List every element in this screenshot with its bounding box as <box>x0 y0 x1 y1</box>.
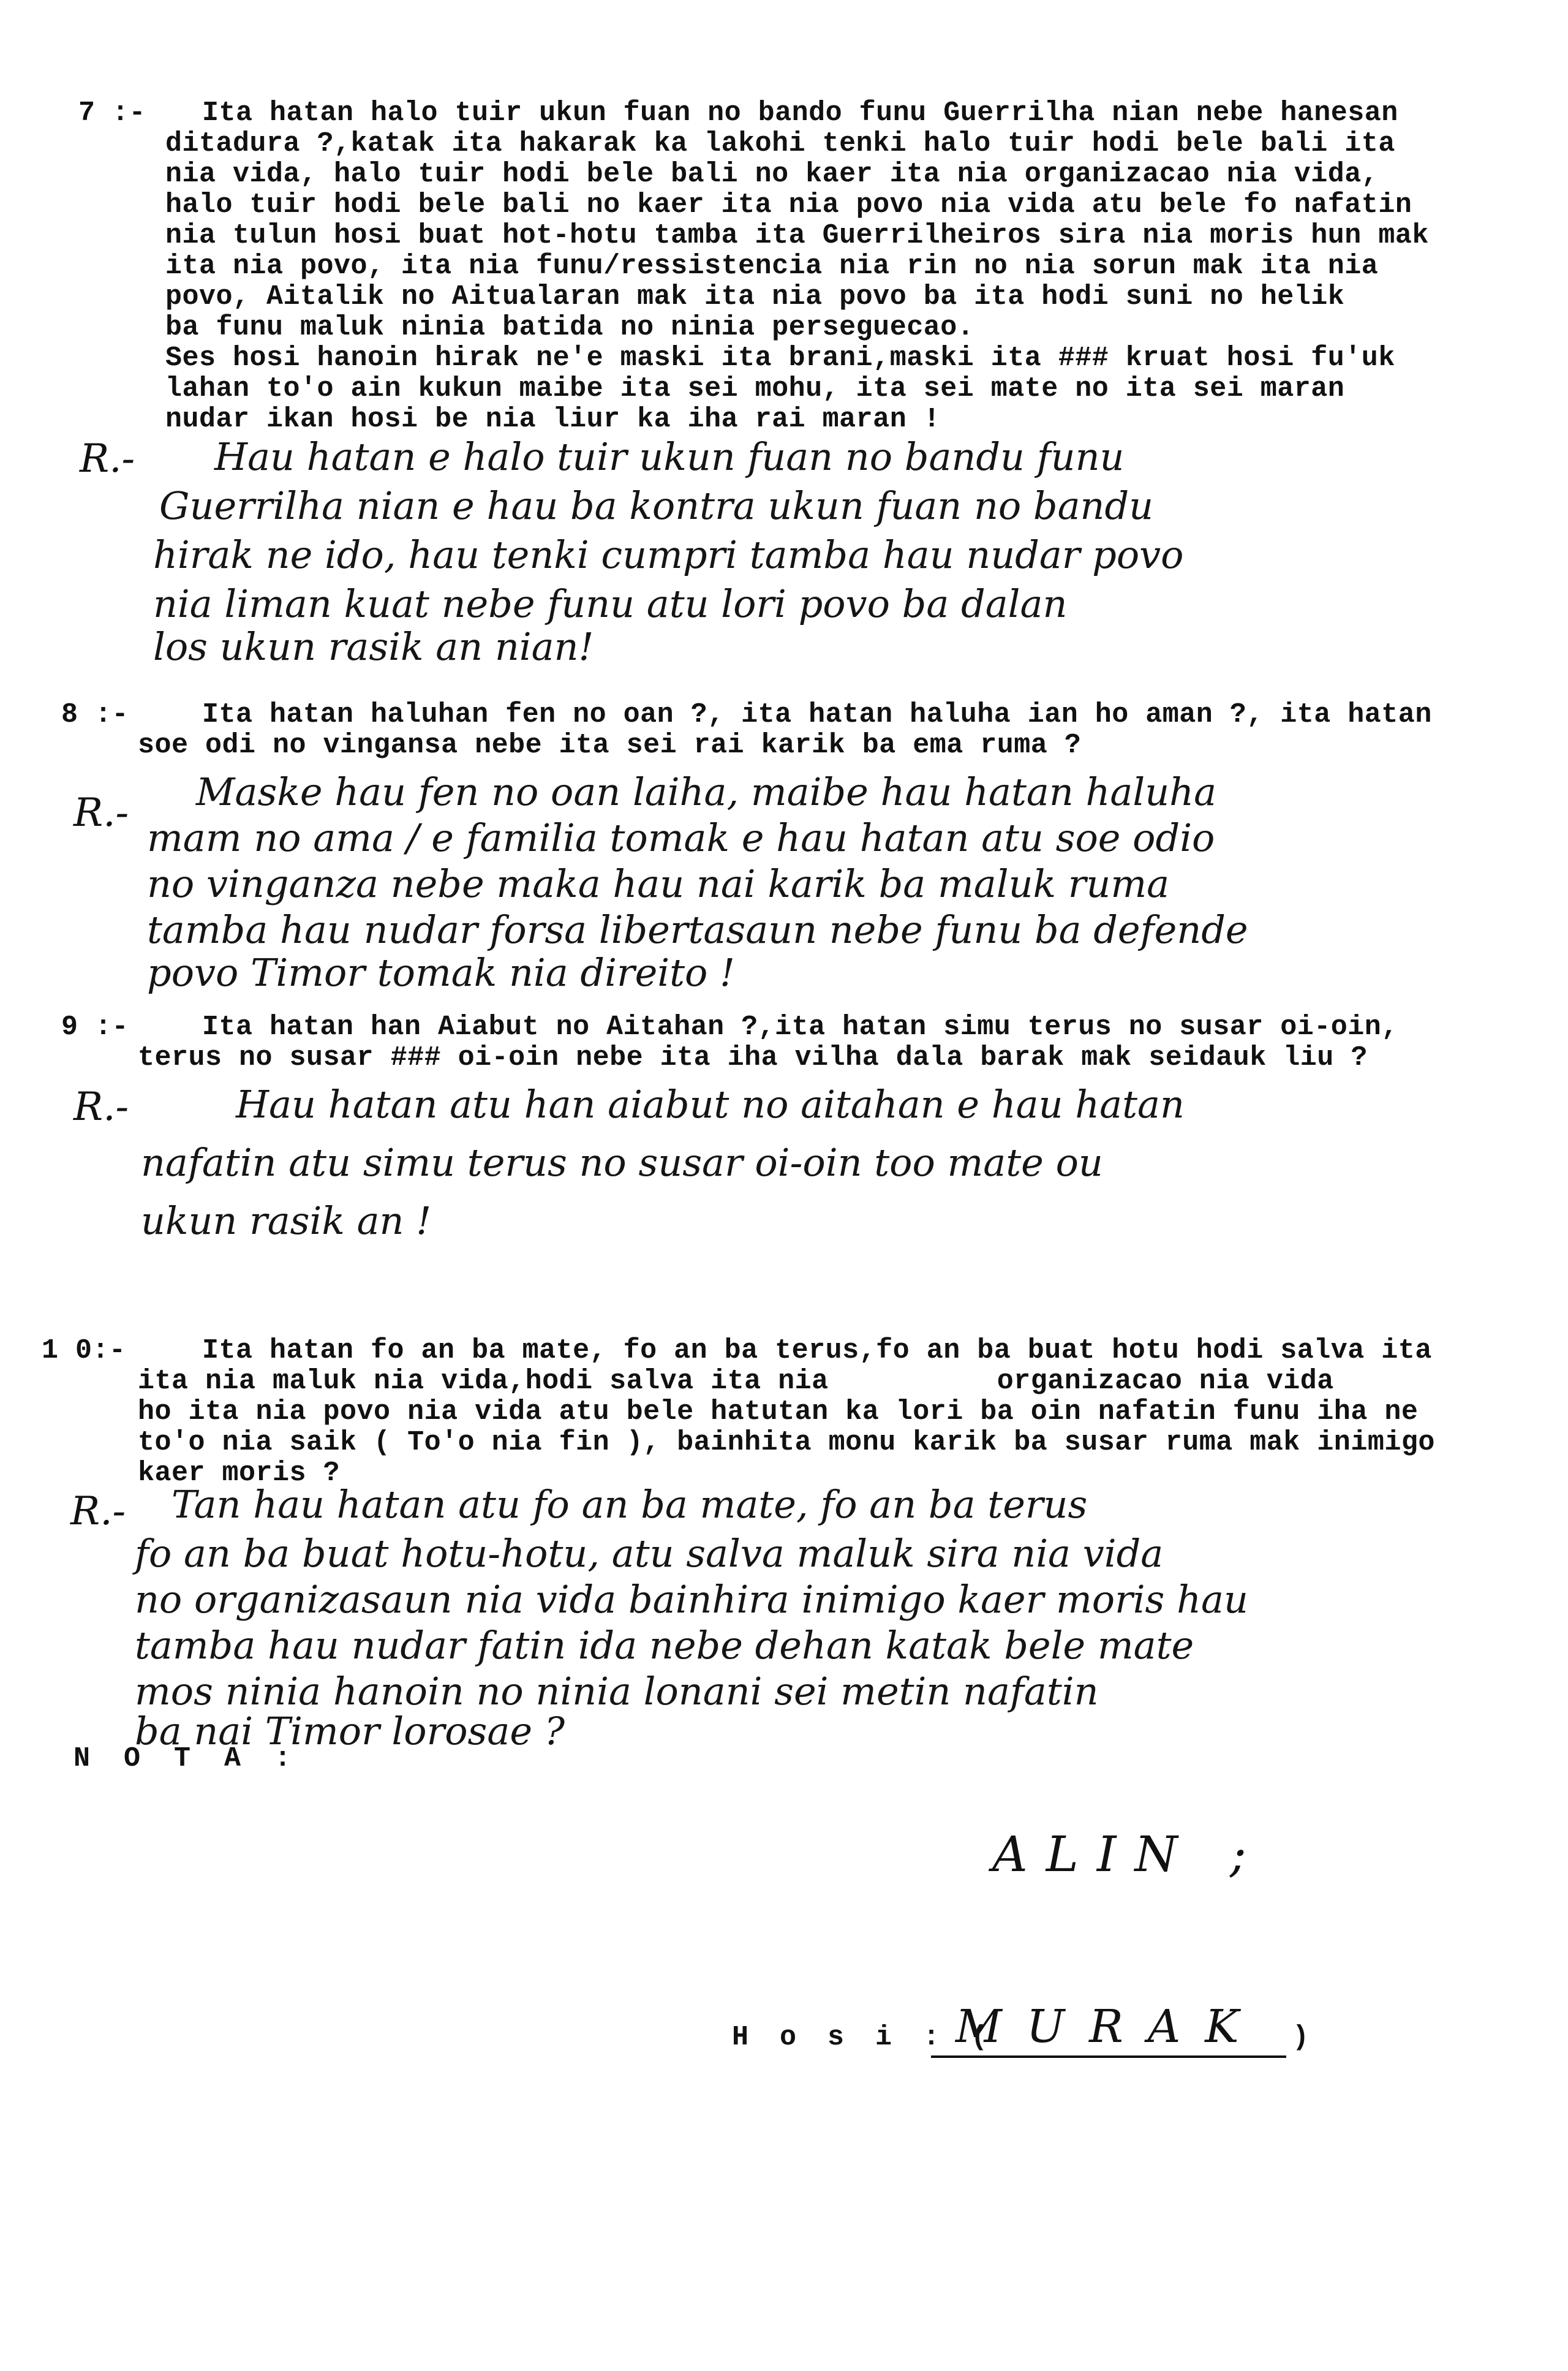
handwritten-line: Hau hatan e halo tuir ukun fuan no bandu funu <box>214 434 1125 479</box>
handwritten-line: mam no ama / e familia tomak e hau hatan atu soe odio <box>147 815 1215 860</box>
handwritten-line: tamba hau nudar fatin ida nebe dehan katak bele mate <box>135 1623 1194 1668</box>
typed-line: Ita hatan fo an ba mate, fo an ba terus,fo an ba buat hotu hodi salva ita <box>202 1335 1432 1366</box>
signature-underline <box>931 2055 1286 2058</box>
typed-line: ita nia maluk nia vida,hodi salva ita nia organizacao nia vida <box>138 1366 1334 1397</box>
typed-line: Ita hatan han Aiabut no Aitahan ?,ita hatan simu terus no susar oi-oin, <box>202 1012 1398 1043</box>
answer-mark: R.- <box>74 790 129 836</box>
typed-line: halo tuir hodi bele bali no kaer ita nia povo nia vida atu bele fo nafatin <box>165 189 1412 221</box>
typed-line: soe odi no vingansa nebe ita sei rai karik ba ema ruma ? <box>138 730 1082 761</box>
typed-line: kaer moris ? <box>138 1458 341 1489</box>
handwritten-line: no organizasaun nia vida bainhira inimigo kaer moris hau <box>135 1577 1248 1622</box>
handwritten-line: povo Timor tomak nia direito ! <box>147 950 735 995</box>
handwritten-line: ba nai Timor lorosae ? <box>135 1709 565 1753</box>
answer-mark: R.- <box>74 1084 129 1130</box>
handwritten-line: Guerrilha nian e hau ba kontra ukun fuan no bandu <box>159 483 1154 528</box>
typed-line: nia tulun hosi buat hot-hotu tamba ita Guerrilheiros sira nia moris hun mak <box>165 220 1429 251</box>
typed-line: Ses hosi hanoin hirak ne'e maski ita brani,maski ita ### kruat hosi fu'uk <box>165 342 1395 374</box>
handwritten-line: nafatin atu simu terus no susar oi-oin too mate ou <box>141 1140 1103 1185</box>
handwritten-line: mos ninia hanoin no ninia lonani sei metin nafatin <box>135 1669 1099 1714</box>
typed-line: ita nia povo, ita nia funu/ressistencia nia rin no nia sorun mak ita nia <box>165 251 1379 282</box>
hosi-signature-name: MURAK <box>956 2000 1264 2053</box>
handwritten-line: hirak ne ido, hau tenki cumpri tamba hau nudar povo <box>153 532 1184 577</box>
typed-line: ditadura ?,katak ita hakarak ka lakohi tenki halo tuir hodi bele bali ita <box>165 128 1395 159</box>
typed-line: nudar ikan hosi be nia liur ka iha rai maran ! <box>165 404 941 435</box>
typed-line: Ita hatan haluhan fen no oan ?, ita hatan haluha ian ho aman ?, ita hatan <box>202 699 1432 730</box>
typed-line: povo, Aitalik no Aitualaran mak ita nia povo ba ita hodi suni no helik <box>165 281 1345 312</box>
typed-line: Ita hatan halo tuir ukun fuan no bando funu Guerrilha nian nebe hanesan <box>202 97 1398 129</box>
handwritten-line: fo an ba buat hotu-hotu, atu salva maluk sira nia vida <box>135 1531 1164 1576</box>
handwritten-line: nia liman kuat nebe funu atu lori povo ba dalan <box>153 581 1068 626</box>
handwritten-line: Tan hau hatan atu fo an ba mate, fo an ba terus <box>172 1482 1088 1527</box>
handwritten-line: tamba hau nudar forsa libertasaun nebe funu ba defende <box>147 907 1248 952</box>
handwritten-answer-9 <box>0 1082 1568 1276</box>
hosi-close: ) <box>1292 2022 1317 2053</box>
typed-line: ba funu maluk ninia batida no ninia perseguecao. <box>165 312 974 343</box>
typed-line: terus no susar ### oi-oin nebe ita iha vilha dala barak mak seidauk liu ? <box>138 1042 1368 1073</box>
question-number: 7 :- <box>78 97 146 129</box>
typed-line: lahan to'o ain kukun maibe ita sei mohu, ita sei mate no ita sei maran <box>165 373 1345 404</box>
handwritten-answer-8 <box>0 770 1568 1039</box>
typed-line: nia vida, halo tuir hodi bele bali no kaer ita nia organizacao nia vida, <box>165 159 1379 190</box>
question-number: 9 :- <box>61 1012 129 1043</box>
handwritten-line: Hau hatan atu han aiabut no aitahan e hau hatan <box>236 1082 1185 1127</box>
answer-mark: R.- <box>70 1489 126 1534</box>
handwritten-line: ukun rasik an ! <box>141 1198 432 1243</box>
handwritten-line: Maske hau fen no oan laiha, maibe hau hatan haluha <box>196 770 1217 814</box>
signature-mark: ALIN ; <box>992 1826 1265 1883</box>
nota-label: N O T A : <box>74 1743 300 1774</box>
question-number: 8 :- <box>61 699 129 730</box>
handwritten-line: no vinganza nebe maka hau nai karik ba maluk ruma <box>147 861 1170 906</box>
hosi-label: H o s i : ( <box>732 2022 995 2053</box>
typed-line: to'o nia saik ( To'o nia fin ), bainhita monu karik ba susar ruma mak inimigo <box>138 1427 1435 1458</box>
handwritten-answer-7 <box>0 434 1568 704</box>
typed-line: ho ita nia povo nia vida atu bele hatutan ka lori ba oin nafatin funu iha ne <box>138 1396 1419 1428</box>
handwritten-line: los ukun rasik an nian! <box>153 624 594 669</box>
answer-mark: R.- <box>80 436 135 482</box>
question-number: 1 0:- <box>42 1335 126 1366</box>
